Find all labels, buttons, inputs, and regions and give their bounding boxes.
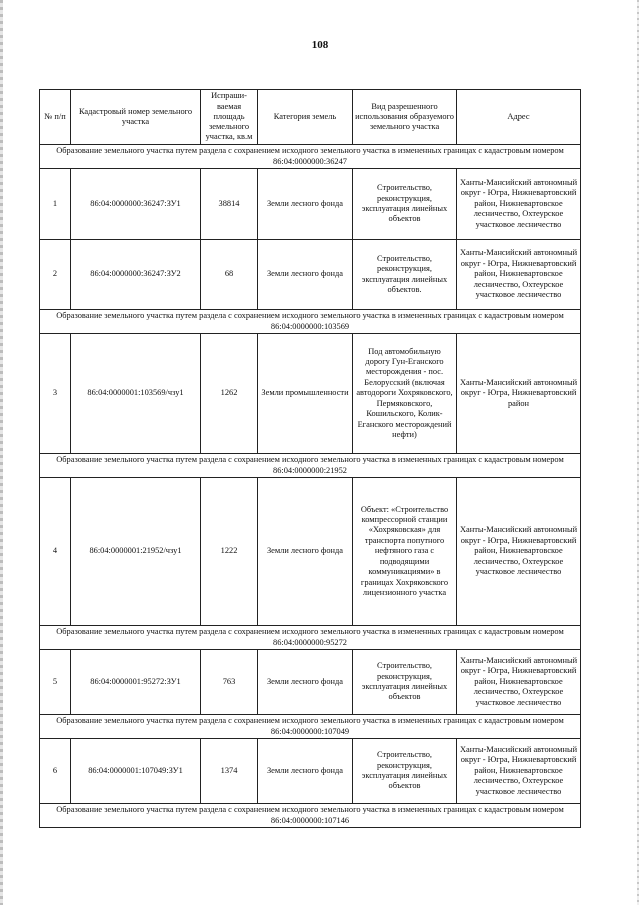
cell-area: 1374 xyxy=(201,739,258,804)
cell-num: 1 xyxy=(40,169,71,240)
header-category: Категория земель xyxy=(258,90,353,145)
cell-category: Земли промышленности xyxy=(258,334,353,454)
cell-category: Земли лесного фонда xyxy=(258,478,353,626)
table-row xyxy=(40,169,581,240)
cell-address: Ханты-Мансийский автономный округ - Югра, Нижневартовский район, Нижневартовское лесничество, Охтеурское участковое лесничество xyxy=(457,739,581,804)
header-num: № п/п xyxy=(40,90,71,145)
section-caption-row xyxy=(40,145,581,169)
cell-cadastral: 86:04:0000001:21952/чзу1 xyxy=(71,478,201,626)
table-row xyxy=(40,739,581,804)
table-header-row xyxy=(40,90,581,145)
table-row xyxy=(40,478,581,626)
cell-use: Объект: «Строительство компрессорной станции «Хохряковская» для транспорта попутного нефтяного газа с подводящими коммуникациями» в границах Хохряковского лицензионного участка xyxy=(353,478,457,626)
section-caption: Образование земельного участка путем раздела с сохранением исходного земельного участка в измененных границах с кадастровым номером 86:04:0000000:107049 xyxy=(40,715,581,739)
cell-cadastral: 86:04:0000001:103569/чзу1 xyxy=(71,334,201,454)
section-caption-row xyxy=(40,454,581,478)
section-caption: Образование земельного участка путем раздела с сохранением исходного земельного участка в измененных границах с кадастровым номером 86:04:0000000:107146 xyxy=(40,804,581,828)
table-row xyxy=(40,650,581,715)
scan-edge-right xyxy=(637,0,639,905)
cell-area: 1262 xyxy=(201,334,258,454)
section-caption-row xyxy=(40,804,581,828)
cell-cadastral: 86:04:0000001:107049:ЗУ1 xyxy=(71,739,201,804)
cell-category: Земли лесного фонда xyxy=(258,169,353,240)
scan-edge-left xyxy=(0,0,3,905)
header-cadastral: Кадастровый номер земельного участка xyxy=(71,90,201,145)
cell-address: Ханты-Мансийский автономный округ - Югра, Нижневартовский район, Нижневартовское лесничество, Охтеурское участковое лесничество xyxy=(457,169,581,240)
cell-use: Строительство, реконструкция, эксплуатация линейных объектов xyxy=(353,650,457,715)
cell-num: 3 xyxy=(40,334,71,454)
cell-use: Строительство, реконструкция, эксплуатация линейных объектов xyxy=(353,739,457,804)
cell-category: Земли лесного фонда xyxy=(258,739,353,804)
cell-use: Строительство, реконструкция, эксплуатация линейных объектов xyxy=(353,169,457,240)
cell-cadastral: 86:04:0000000:36247:ЗУ1 xyxy=(71,169,201,240)
section-caption: Образование земельного участка путем раздела с сохранением исходного земельного участка в измененных границах с кадастровым номером 86:04:0000000:36247 xyxy=(40,145,581,169)
header-area: Испраши-ваемая площадь земельного участка, кв.м xyxy=(201,90,258,145)
page-number: 108 xyxy=(311,39,329,51)
section-caption: Образование земельного участка путем раздела с сохранением исходного земельного участка в измененных границах с кадастровым номером 86:04:0000000:103569 xyxy=(40,310,581,334)
header-address: Адрес xyxy=(457,90,581,145)
cell-category: Земли лесного фонда xyxy=(258,240,353,310)
section-caption-row xyxy=(40,310,581,334)
section-caption: Образование земельного участка путем раздела с сохранением исходного земельного участка в измененных границах с кадастровым номером 86:04:0000000:21952 xyxy=(40,454,581,478)
cell-area: 68 xyxy=(201,240,258,310)
cell-num: 2 xyxy=(40,240,71,310)
cell-cadastral: 86:04:0000001:95272:ЗУ1 xyxy=(71,650,201,715)
section-caption: Образование земельного участка путем раздела с сохранением исходного земельного участка в измененных границах с кадастровым номером 86:04:0000000:95272 xyxy=(40,626,581,650)
header-use: Вид разрешенного использования образуемого земельного участка xyxy=(353,90,457,145)
cell-area: 1222 xyxy=(201,478,258,626)
cell-address: Ханты-Мансийский автономный округ - Югра, Нижневартовский район xyxy=(457,334,581,454)
section-caption-row xyxy=(40,626,581,650)
table-row xyxy=(40,240,581,310)
cell-num: 5 xyxy=(40,650,71,715)
cell-area: 38814 xyxy=(201,169,258,240)
cell-num: 4 xyxy=(40,478,71,626)
land-plot-table xyxy=(39,89,581,828)
cell-address: Ханты-Мансийский автономный округ - Югра, Нижневартовский район, Нижневартовское лесничество, Охтеурское участковое лесничество xyxy=(457,240,581,310)
cell-address: Ханты-Мансийский автономный округ - Югра, Нижневартовский район, Нижневартовское лесничество, Охтеурское участковое лесничество xyxy=(457,650,581,715)
cell-area: 763 xyxy=(201,650,258,715)
cell-cadastral: 86:04:0000000:36247:ЗУ2 xyxy=(71,240,201,310)
cell-use: Строительство, реконструкция, эксплуатация линейных объектов. xyxy=(353,240,457,310)
cell-category: Земли лесного фонда xyxy=(258,650,353,715)
section-caption-row xyxy=(40,715,581,739)
cell-address: Ханты-Мансийский автономный округ - Югра, Нижневартовский район, Нижневартовское лесничество, Охтеурское участковое лесничество xyxy=(457,478,581,626)
table-row xyxy=(40,334,581,454)
cell-num: 6 xyxy=(40,739,71,804)
cell-use: Под автомобильную дорогу Гун-Еганского месторождения - пос. Белорусский (включая автодороги Хохряковского, Пермяковского, Кошильского, Колик-Еганского месторождений нефти) xyxy=(353,334,457,454)
